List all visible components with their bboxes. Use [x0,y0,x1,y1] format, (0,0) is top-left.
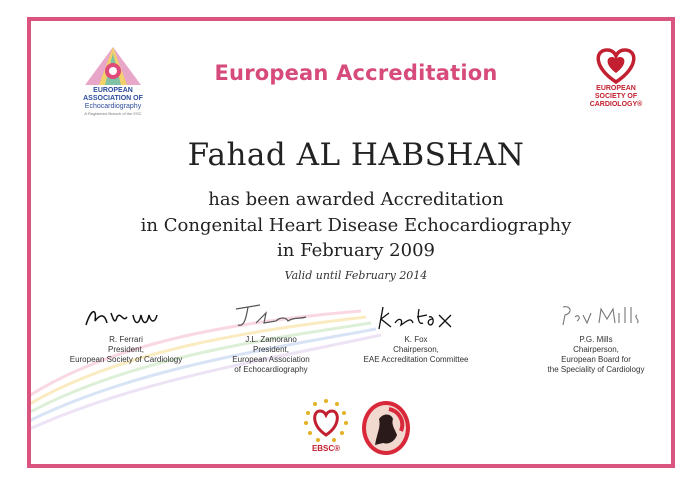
signatory-title: European Society of Cardiology [69,355,183,364]
signatory-title: EAE Accreditation Committee [363,355,469,364]
ebsc-label: EBSC® [311,444,341,453]
signatory-zamorano [196,295,346,375]
signatory-title: European Board for [561,355,631,364]
emblem-icon [359,399,413,457]
signatory-title: Chairperson, [573,345,619,354]
signature-fox [361,295,471,335]
esc-line1: EUROPEAN [596,85,636,92]
signatory-ferrari [51,295,201,365]
eae-line2: ASSOCIATION OF [83,95,143,102]
recipient-name: Fahad AL HABSHAN [187,137,525,173]
signatory-title: European Association [232,355,310,364]
eae-tagline: A Registered Branch of the ESC [84,111,142,116]
heart-icon [585,45,647,85]
ebsc-star-heart-icon [301,397,351,445]
eae-line3: Echocardiography [84,103,142,110]
award-line-1: has been awarded Accreditation [208,189,504,210]
esc-logo [585,45,647,131]
validity-text: Valid until February 2014 [284,269,428,282]
certificate-frame [27,17,675,468]
signatory-name: K. Fox [404,335,428,344]
signatory-name: P.G. Mills [579,335,613,344]
certificate-heading: European Accreditation [214,61,498,85]
signatory-title: President, [252,345,290,354]
eae-logo [73,43,153,131]
signatory-title: President, [107,345,145,354]
award-line-3: in February 2009 [277,240,435,261]
eae-triangle-icon [73,43,153,87]
signatory-title: the Speciality of Cardiology [547,365,645,374]
signature-ferrari [71,295,181,335]
award-line-2: in Congenital Heart Disease Echocardiography [140,215,572,236]
signatory-fox [341,295,491,365]
signatory-name: R. Ferrari [109,335,143,344]
signatory-title: of Echocardiography [234,365,308,374]
signatory-mills [521,295,671,375]
bottom-logos [301,397,421,467]
signatory-title: Chairperson, [393,345,439,354]
signature-zamorano [216,295,326,335]
signature-mills [541,295,651,335]
eae-line1: EUROPEAN [93,87,133,94]
signatory-name: J.L. Zamorano [245,335,297,344]
esc-line3: CARDIOLOGY® [589,101,643,108]
esc-line2: SOCIETY OF [594,93,638,100]
